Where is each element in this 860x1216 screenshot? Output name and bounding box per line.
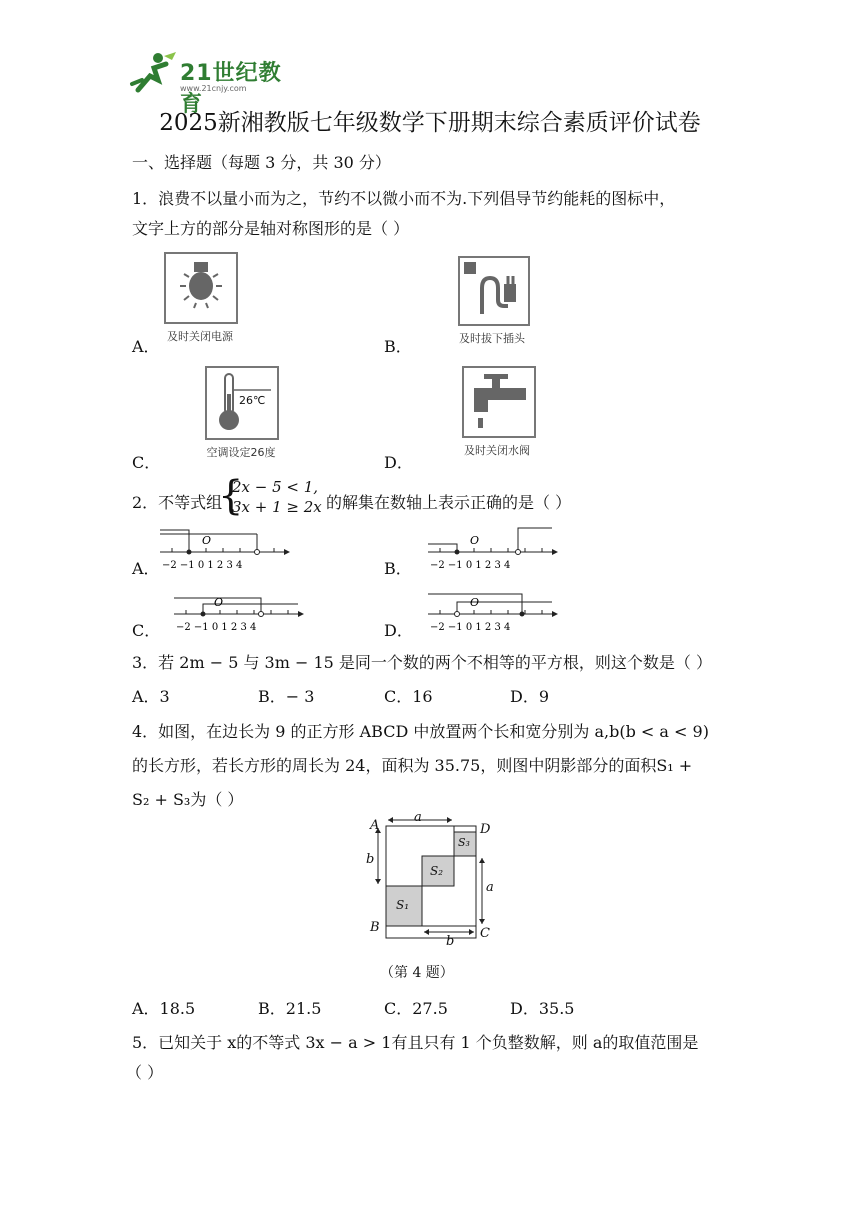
- s1-label: S₁: [396, 898, 410, 912]
- q1-option-c-caption: 空调设定26度: [206, 446, 276, 459]
- q2-option-c-number-line: [170, 588, 310, 634]
- logo: [128, 50, 298, 117]
- svg-text:−2 −1 0 1 2 3 4: −2 −1 0 1 2 3 4: [430, 622, 511, 633]
- dim-a-right: a: [486, 880, 494, 895]
- q1-option-c-image: [205, 366, 279, 440]
- q3-option-a: A．3: [132, 687, 170, 706]
- vertex-b-label: B: [370, 920, 380, 935]
- q2-option-d-label: D．: [384, 621, 413, 640]
- q2-option-a-number-line: [156, 524, 296, 572]
- q4-option-a: A．18.5: [132, 999, 196, 1018]
- q2-prefix: 2．不等式组: [132, 493, 223, 512]
- svg-text:O: O: [214, 596, 224, 609]
- q2-option-c-label: C．: [132, 621, 161, 640]
- q3-option-d: D．9: [510, 687, 550, 706]
- q2-brace: {: [218, 473, 244, 519]
- svg-text:−2 −1 0 1 2 3 4: −2 −1 0 1 2 3 4: [176, 622, 257, 633]
- s2-label: S₂: [430, 864, 444, 878]
- q1-line1: 1．浪费不以量小而为之，节约不以微小而不为.下列倡导节约能耗的图标中，: [132, 189, 676, 208]
- s3-label: S₃: [458, 836, 470, 849]
- logo-url: www.21cnjy.com: [180, 84, 247, 93]
- q2-option-a-label: A．: [132, 559, 160, 578]
- q1-line2: 文字上方的部分是轴对称图形的是（ ）: [132, 219, 410, 238]
- logo-text: 21世纪教育: [180, 61, 282, 117]
- q1-option-d-caption: 及时关闭水阀: [464, 444, 530, 457]
- svg-text:−2 −1 0 1 2 3 4: −2 −1 0 1 2 3 4: [430, 560, 511, 571]
- q4-figure-caption: （第 4 题）: [380, 965, 454, 981]
- q1-option-b-caption: 及时拔下插头: [459, 332, 525, 345]
- faucet-icon: [464, 368, 534, 436]
- svg-text:−2 −1 0 1 2 3 4: −2 −1 0 1 2 3 4: [162, 560, 243, 571]
- vertex-a-label: A: [370, 818, 380, 833]
- q1-option-b-image: [458, 256, 530, 326]
- temperature-label: 26℃: [239, 394, 266, 407]
- q4-option-c: C．27.5: [384, 999, 448, 1018]
- q1-option-c-label: C．: [132, 453, 161, 472]
- page-title: 2025新湘教版七年级数学下册期末综合素质评价试卷: [159, 110, 701, 136]
- q4-option-d: D．35.5: [510, 999, 575, 1018]
- q1-option-d-label: D．: [384, 453, 413, 472]
- light-bulb-icon: [166, 254, 236, 322]
- dim-b-bottom: b: [446, 934, 455, 949]
- q1-option-d-image: [462, 366, 536, 438]
- q4-line1: 4．如图，在边长为 9 的正方形 ABCD 中放置两个长和宽分别为 a,b(b < a < 9): [132, 722, 709, 741]
- q1-option-b-label: B．: [384, 337, 412, 356]
- svg-text:O: O: [470, 534, 480, 547]
- dim-a-top: a: [414, 810, 422, 825]
- section-heading: 一、选择题（每题 3 分，共 30 分）: [132, 153, 391, 172]
- vertex-c-label: C: [480, 926, 490, 941]
- q2-option-d-number-line: [424, 586, 564, 634]
- q3-option-b: B．− 3: [258, 687, 315, 706]
- q2-eq1: 2x − 5 < 1,: [232, 478, 319, 496]
- q4-figure: [366, 812, 496, 944]
- runner-logo-icon: [128, 50, 180, 96]
- q1-option-a-label: A．: [132, 337, 160, 356]
- q4-line3: S₂ + S₃为（ ）: [132, 790, 244, 809]
- q2-suffix: 的解集在数轴上表示正确的是（ ）: [326, 493, 572, 512]
- svg-text:O: O: [202, 534, 212, 547]
- vertex-d-label: D: [480, 822, 491, 837]
- q1-option-a-caption: 及时关闭电源: [167, 330, 233, 343]
- q3-text: 3．若 2m − 5 与 3m − 15 是同一个数的两个不相等的平方根，则这个数是（ ）: [132, 653, 713, 672]
- svg-text:O: O: [470, 596, 480, 609]
- q5-line2: （ ）: [126, 1063, 164, 1082]
- q4-option-b: B．21.5: [258, 999, 322, 1018]
- q2-option-b-number-line: [424, 524, 564, 572]
- q3-option-c: C．16: [384, 687, 433, 706]
- q2-option-b-label: B．: [384, 559, 412, 578]
- q4-line2: 的长方形，若长方形的周长为 24，面积为 35.75，则图中阴影部分的面积S₁ +: [132, 756, 693, 775]
- dim-b-left: b: [366, 852, 375, 867]
- q5-line1: 5．已知关于 x的不等式 3x − a > 1有且只有 1 个负整数解，则 a的取值范围是: [132, 1033, 699, 1052]
- plug-icon: [460, 258, 528, 324]
- q1-option-a-image: [164, 252, 238, 324]
- q2-eq2: 3x + 1 ≥ 2x: [232, 498, 322, 516]
